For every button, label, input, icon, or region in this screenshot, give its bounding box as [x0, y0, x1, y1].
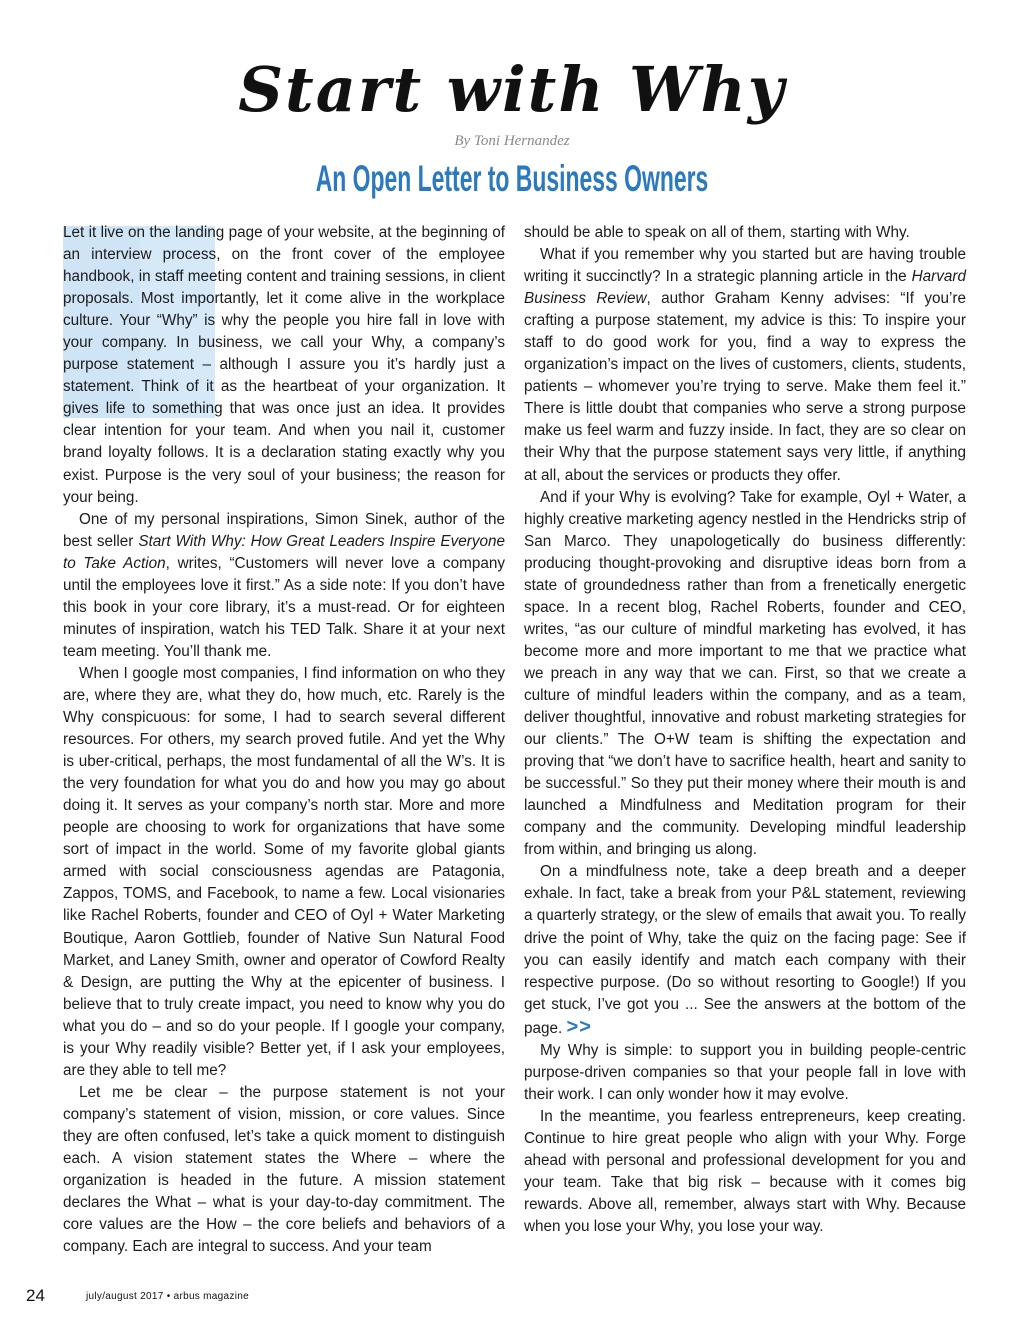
right-column	[524, 222, 966, 1238]
paragraph	[524, 244, 966, 487]
paragraph: In the meantime, you fearless entrepreneurs, keep creating. Continue to hire great people who align with your Why. Forge ahead with personal and professional development for you and your team. Take that big risk – because with it comes big rewards. Above all, remember, always start with Why. Because when you lose your Why, you lose your way.	[524, 1107, 966, 1236]
footer-issue: july/august 2017 • arbus magazine	[86, 1291, 249, 1302]
left-column	[63, 222, 505, 1258]
journal-title: Harvard Business Review	[524, 268, 966, 308]
text-run: , writes, “Customers will never love a company until the employees love it first.” As a side note: If you don’t have this book in your core library, it’s a must-read. Or for eighteen minutes of inspiration, watch his TED Talk. Share it at your next team meeting. You’ll thank me.	[63, 554, 505, 660]
article-title: Start with Why	[238, 53, 786, 126]
page-number: 24	[26, 1286, 45, 1305]
book-title: Start With Why: How Great Leaders Inspire Everyone to Take Action	[63, 532, 505, 572]
text-run: On a mindfulness note, take a deep breath and a deeper exhale. In fact, take a break from your P&L statement, reviewing a quarterly strategy, or the slew of emails that await you. To really drive the point of Why, take the quiz on the facing page: See if you can easily identify and match each company with their respective purpose. (Do so without resorting to Google!) If you get stuck, I’ve got you ... See the answers at the bottom of the page.	[524, 863, 966, 1037]
paragraph: Let it live on the landing page of your website, at the beginning of an interview process, on the front cover of the employee handbook, in staff meeting content and training sessions, in client proposals. Most importantly, let it come alive in the workplace culture. Your “Why” is why the people you hire fall in love with your company. In business, we call your Why, a company’s purpose statement – although I assure you it’s hardly just a statement. Think of it as the heartbeat of your organization. It gives life to something that was once just an idea. It provides clear intention for your team. And when you nail it, customer brand loyalty follows. It is a declaration stating exactly why you exist. Purpose is the very soul of your business; the reason for your being.	[63, 224, 505, 506]
paragraph: should be able to speak on all of them, starting with Why.	[524, 224, 910, 241]
byline: By Toni Hernandez	[454, 133, 570, 149]
paragraph: My Why is simple: to support you in building people-centric purpose-driven companies so that your people fall in love with their work. I can only wonder how it may evolve.	[524, 1041, 966, 1103]
double-arrow-icon: >>	[566, 1015, 592, 1038]
paragraph: And if your Why is evolving? Take for example, Oyl + Water, a highly creative marketing agency nestled in the Hendricks strip of San Marco. They unapologetically do business differently: producing thought-provoking and disruptive ideas born from a state of groundedness rather than from a frenetically energetic space. In a recent blog, Rachel Roberts, founder and CEO, writes, “as our culture of mindful marketing has evolved, it has become more and more important to me that we practice what we preach in any way that we can. First, so that we create a culture of mindful leaders within the company, and as a team, deliver thoughtful, innovative and robust marketing strategies for our clients.” The O+W team is shifting the expectation and proving that “we don’t have to sacrifice health, heart and sanity to be successful.” So they put their money where their mouth is and launched a Mindfulness and Meditation program for their company and the community. Developing mindful leadership from within, and bringing us along.	[524, 488, 966, 859]
text-run: , author Graham Kenny advises: “If you’re crafting a purpose statement, my advice is this: To inspire your staff to do good work for you, find a way to express the organization’s impact on the lives of customers, clients, students, patients – whomever you’re trying to serve. Make them feel it.” There is little doubt that companies who serve a strong purpose make us feel warm and fuzzy inside. In fact, they are so clear on their Why that the purpose statement says very little, if anything at all, about the services or products they offer.	[524, 290, 966, 484]
paragraph: When I google most companies, I find information on who they are, where they are, what they do, how much, etc. Rarely is the Why conspicuous: for some, I had to search several different resources. For others, my search proved futile. And yet the Why is uber-critical, perhaps, the most fundamental of all the W’s. It is the very foundation for what you do and how you may go about doing it. It serves as your company’s north star. More and more people are choosing to work for organizations that have some sort of impact in the world. Some of my favorite global giants armed with social consciousness agendas are Patagonia, Zappos, TOMS, and Facebook, to name a few. Local visionaries like Rachel Roberts, founder and CEO of Oyl + Water Marketing Boutique, Aaron Gottlieb, founder of Native Sun Natural Food Market, and Laney Smith, owner and operator of Cowford Realty & Design, are putting the Why at the epicenter of business. I believe that to truly create impact, you need to know why you do what you do – and so do your people. If I google your company, is your Why readily visible? Better yet, if I ask your employees, are they able to tell me?	[63, 664, 505, 1079]
paragraph	[524, 861, 966, 1039]
paragraph	[63, 509, 505, 663]
paragraph: Let me be clear – the purpose statement is not your company’s statement of vision, mission, or core values. Since they are often confused, let’s take a quick moment to distinguish each. A vision statement states the Where – where the organization is headed in the future. A mission statement declares the What – what is your day-to-day commitment. The core values are the How – the core beliefs and behaviors of a company. Each are integral to success. And your team	[63, 1083, 505, 1256]
text-run: What if you remember why you started but are having trouble writing it succinctly? In a strategic planning article in the	[524, 246, 966, 286]
article-subtitle: An Open Letter to Business Owners	[315, 158, 709, 199]
text-run: One of my personal inspirations, Simon Sinek, author of the best seller	[63, 510, 505, 550]
